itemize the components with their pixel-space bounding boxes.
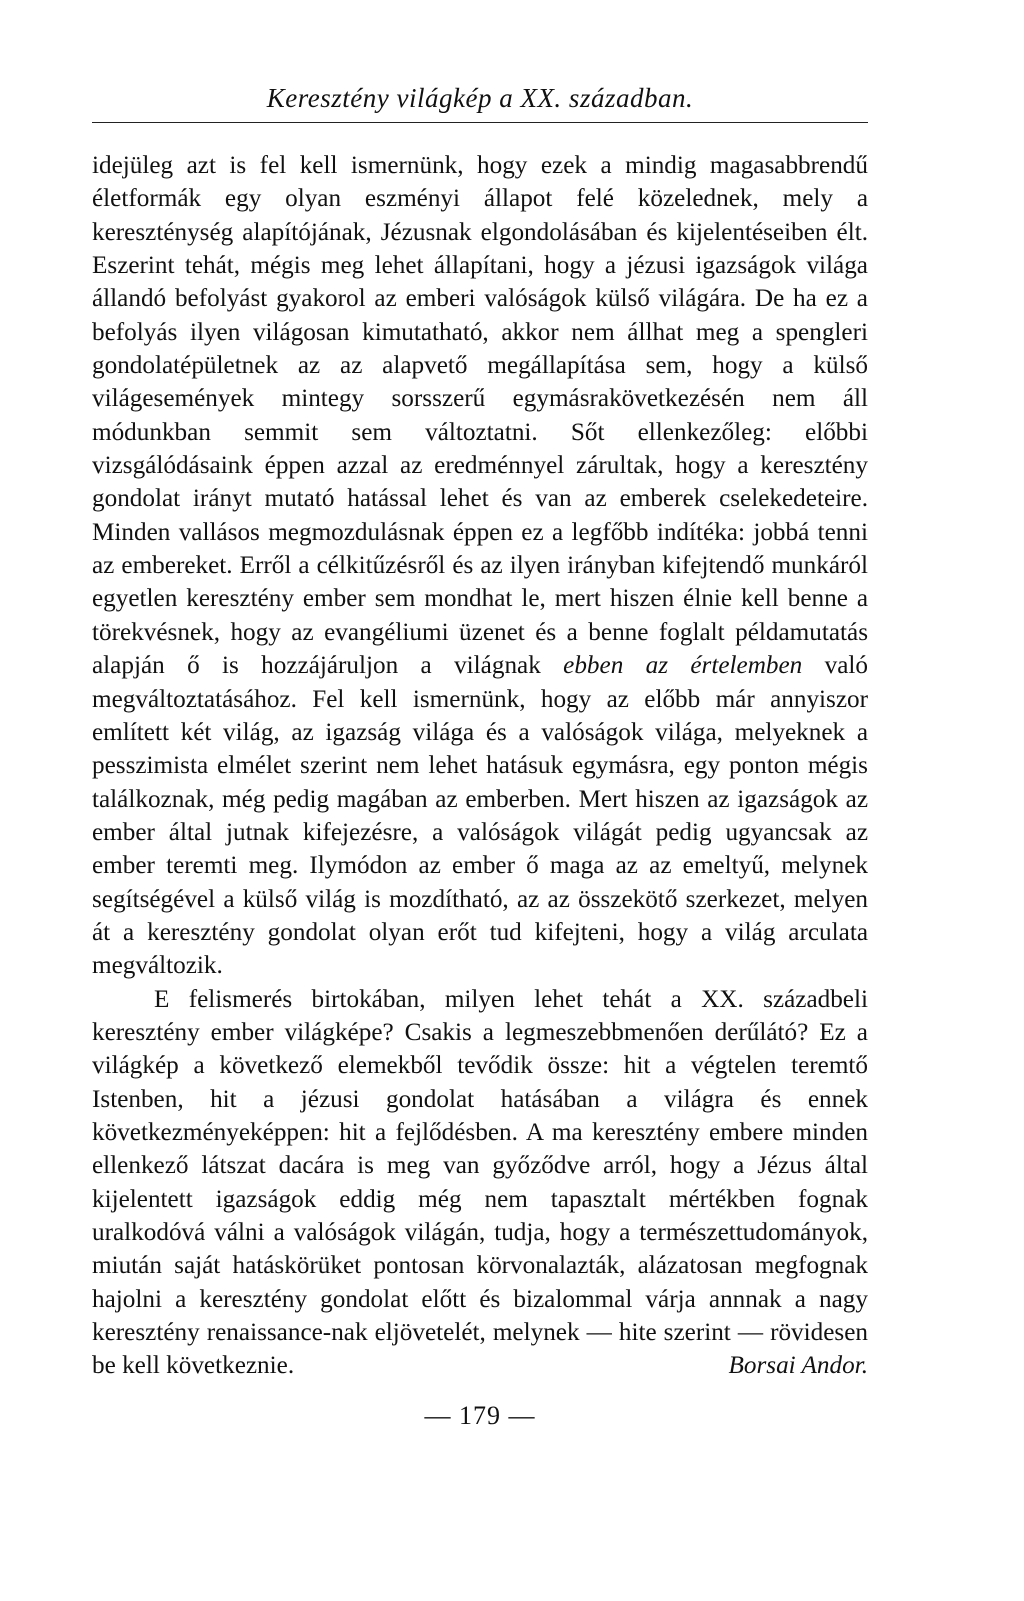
page-number: — 179 —: [424, 1400, 536, 1430]
paragraph-2: [92, 983, 868, 1383]
paragraph-1-text-a: idejüleg azt is fel kell ismernünk, hogy ezek a mindig magasabbrendű életformák egy olyan eszményi állapot felé közelednek, mely a kereszténység alapítójának, Jézusnak elgondolásában és kijelentéseiben élt. Eszerint tehát, mégis meg lehet állapítani, hogy a jézusi igazságok világa állandó befolyást gyakorol az emberi valóságok külső világára. De ha ez a befolyás ilyen világosan kimutatható, akkor nem állhat meg a spengleri gondolatépületnek az az alapvető megállapítása sem, hogy a külső világesemények mintegy sorsszerű egymásrakövetkezésén nem áll módunkban semmit sem változtatni. Sőt ellenkezőleg: előbbi vizsgálódásaink éppen azzal az eredménnyel zárultak, hogy a keresztény gondolat irányt mutató hatással lehet és van az emberek cselekedeteire. Minden vallásos megmozdulásnak éppen ez a legfőbb indítéka: jobbá tenni az embereket. Erről a célkitűzésről és az ilyen irányban kifejtendő munkáról egyetlen keresztény ember sem mondhat le, mert hiszen élnie kell benne a törekvésnek, hogy az evangéliumi üzenet és a benne foglalt példamutatás alapján ő is hozzájáruljon a világnak: [92, 152, 868, 680]
paragraph-1: [92, 149, 868, 983]
header-rule: [92, 122, 868, 123]
author-signature: Borsai Andor.: [728, 1352, 868, 1380]
book-page: [92, 80, 868, 1431]
running-head: Keresztény világkép a XX. században.: [266, 83, 694, 113]
paragraph-2-text: E felismerés birtokában, milyen lehet tehát a XX. századbeli keresztény ember világképe? Csakis a legmeszebbmenően derűlátó? Ez a világkép a következő elemekből tevődik össze: hit a végtelen teremtő Istenben, hit a jézusi gondolat hatásában a világra és ennek következményeképpen: hit a fejlődésben. A ma keresztény embere minden ellenkező látszat dacára is meg van győződve arról, hogy a Jézus által kijelentett igazságok eddig még nem tapasztalt mértékben fognak uralkodóvá válni a valóságok világán, tudja, hogy a természettudományok, miután saját hatáskörüket pontosan körvonalazták, alázatosan megfognak hajolni a keresztény gondolat előtt és bizalommal várja annnak a nagy keresztény renaissance-nak eljövetelét, melynek — hite szerint — rövidesen be kell következnie.: [92, 985, 868, 1380]
article-body: [92, 149, 868, 1383]
paragraph-1-italic-phrase: ebben az értelemben: [563, 652, 803, 680]
paragraph-1-text-b: való megváltoztatásához. Fel kell ismernünk, hogy az előbb már annyiszor említett két világ, az igazság világa és a valóságok világa, melyeknek a pesszimista elmélet szerint nem lehet hatásuk egymásra, egy ponton mégis találkoznak, még pedig magában az emberben. Mert hiszen az igazságok az ember által jutnak kifejezésre, a valóságok világát pedig ugyancsak az ember teremti meg. Ilymódon az ember ő maga az az emeltyű, melynek segítségével a külső világ is mozdítható, az az összekötő szerkezet, melyen át a keresztény gondolat olyan erőt tud kifejteni, hogy a világ arculata megváltozik.: [92, 652, 868, 980]
